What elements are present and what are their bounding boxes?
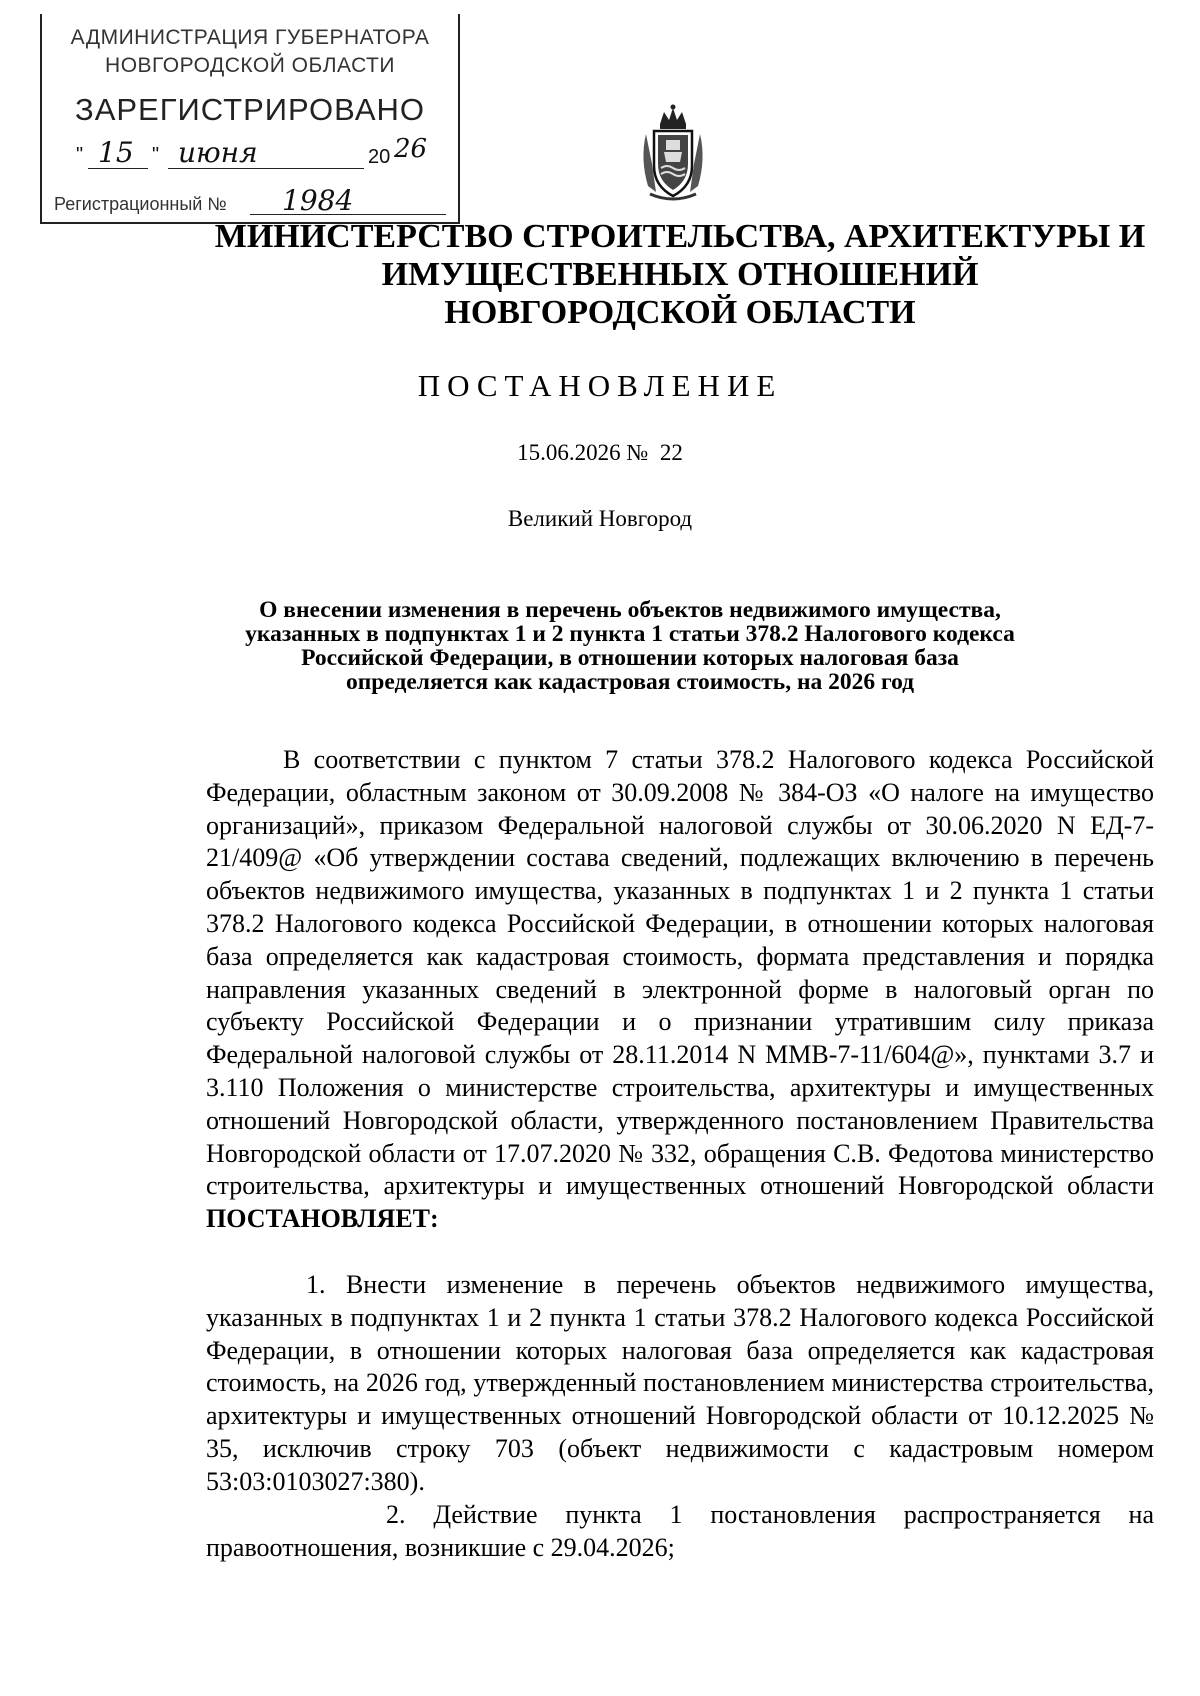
document-date-number-text: 15.06.2026 № 22: [517, 440, 683, 465]
ministry-line2: ИМУЩЕСТВЕННЫХ ОТНОШЕНИЙ: [381, 256, 979, 293]
preamble-text: В соответствии с пунктом 7 статьи 378.2 Налогового кодекса Российской Федерации, областным законом от 30.09.2008 № 384-ОЗ «О налоге на имущество организаций», приказом Федеральной налоговой службы от 30.06.2020 N ЕД-7-21/409@ «Об утверждении состава сведений, подлежащих включению в перечень объектов недвижимого имущества, указанных в подпунктах 1 и 2 пункта 1 статьи 378.2 Налогового кодекса Российской Федерации, в отношении которых налоговая база определяется как кадастровая стоимость, формата представления и порядка направления указанных сведений в электронной форме в налоговый орган по субъекту Российской Федерации и о признании утратившим силу приказа Федеральной налоговой службы от 28.11.2014 N ММВ-7-11/604@», пунктами 3.7 и 3.110 Положения о министерстве строительства, архитектуры и имущественных отношений Новгородской области, утвержденного постановлением Правительства Новгородской области от 17.07.2020 № 332, обращения С.В. Федотова министерство строительства, архитектуры и имущественных отношений Новгородской области: [206, 745, 1154, 1201]
stamp-date-open-quote: ": [76, 144, 84, 166]
document-title: [190, 598, 1070, 694]
stamp-date: [76, 134, 456, 174]
item-1-paragraph: 1. Внести изменение в перечень объектов недвижимого имущества, указанных в подпунктах 1 и 2 пункта 1 статьи 378.2 Налогового кодекса Российской Федерации, в отношении которых налоговая база определяется как кадастровая стоимость, на 2026 год, утвержденный постановлением министерства строительства, архитектуры и имущественных отношений Новгородской области от 10.12.2025 № 35, исключив строку 703 (объект недвижимости с кадастровым номером 53:03:0103027:380).: [206, 1270, 1154, 1496]
document-type: ПОСТАНОВЛЕНИЕ: [417, 368, 783, 403]
coat-of-arms-icon: [636, 104, 710, 204]
document-date-number: [0, 440, 1200, 466]
stamp-date-close-quote: ": [152, 144, 160, 166]
coat-of-arms-graphic: [636, 104, 710, 204]
stamp-reg-label: Регистрационный №: [54, 194, 227, 214]
stamp-registered-label: ЗАРЕГИСТРИРОВАНО: [74, 92, 425, 127]
stamp-month-handwritten: июня: [178, 136, 258, 169]
stamp-authority-line2: НОВГОРОДСКОЙ ОБЛАСТИ: [105, 54, 395, 77]
title-line4: определяется как кадастровая стоимость, на 2026 год: [345, 669, 915, 695]
ministry-line1: МИНИСТЕРСТВО СТРОИТЕЛЬСТВА, АРХИТЕКТУРЫ И: [214, 218, 1146, 255]
stamp-authority-line1: АДМИНИСТРАЦИЯ ГУБЕРНАТОРА: [70, 26, 430, 49]
item-2-paragraph: 2. Действие пункта 1 постановления распространяется на правоотношения, возникшие с 29.04.2026;: [206, 1500, 1154, 1562]
ministry-line3: НОВГОРОДСКОЙ ОБЛАСТИ: [444, 294, 916, 331]
title-line3: Российской Федерации, в отношении которых налоговая база: [301, 645, 959, 671]
stamp-day-handwritten: 15: [98, 136, 134, 169]
stamp-year-prefix: 20: [368, 146, 391, 168]
stamp-year-handwritten: 26: [394, 134, 428, 164]
stamp-reg-number-handwritten: 1984: [282, 184, 354, 217]
document-city: Великий Новгород: [507, 506, 693, 531]
registration-stamp: [40, 14, 460, 224]
title-line1: О внесении изменения в перечень объектов недвижимого имущества,: [259, 597, 1001, 623]
ministry-header: [200, 218, 1160, 332]
resolves-keyword: ПОСТАНОВЛЯЕТ:: [206, 1204, 439, 1234]
preamble-paragraph: [206, 744, 1154, 1236]
stamp-registration-number: [54, 184, 454, 218]
title-line2: указанных в подпунктах 1 и 2 пункта 1 статьи 378.2 Налогового кодекса: [245, 621, 1015, 647]
